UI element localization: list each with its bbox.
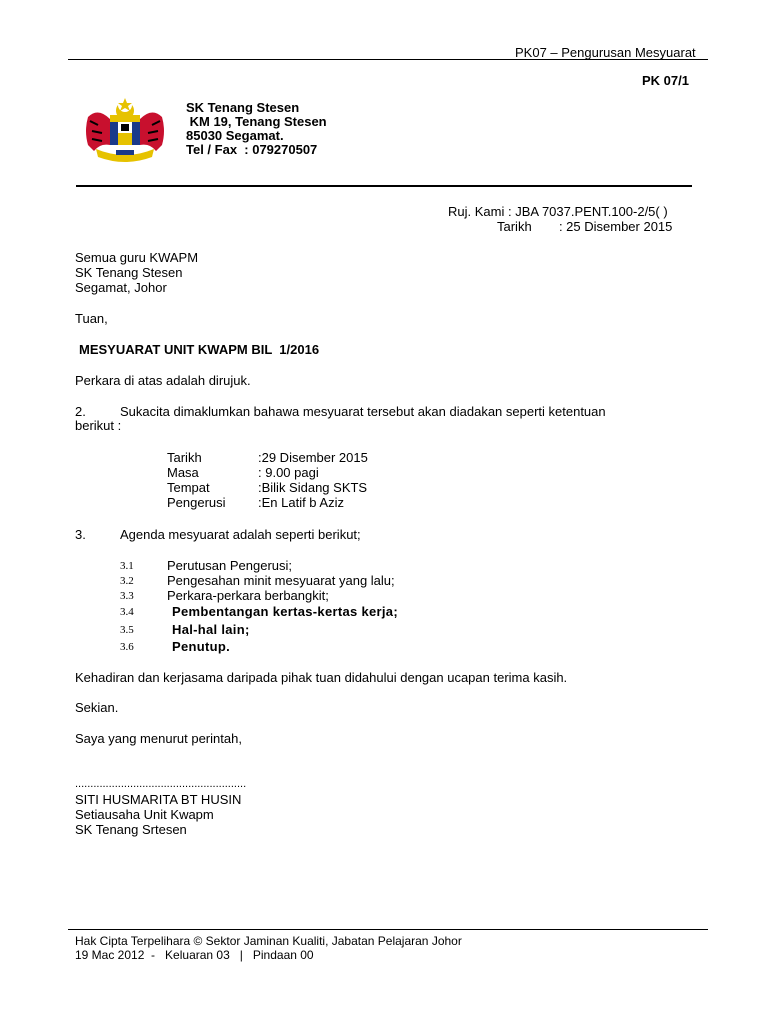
- signatory-name: SITI HUSMARITA BT HUSIN: [75, 792, 242, 807]
- agenda-item: Pengesahan minit mesyuarat yang lalu;: [167, 573, 395, 588]
- agenda-item: Pembentangan kertas-kertas kerja;: [172, 604, 398, 619]
- agenda-number: 3.3: [120, 590, 134, 602]
- ruj-label: Ruj. Kami: [448, 204, 505, 219]
- sekian-text: Sekian.: [75, 700, 119, 715]
- paragraph-1: Perkara di atas adalah dirujuk.: [75, 373, 251, 388]
- school-address-line2: 85030 Segamat.: [186, 128, 284, 143]
- subject-heading: MESYUARAT UNIT KWAPM BIL 1/2016: [79, 342, 320, 357]
- detail-label-tempat: Tempat: [167, 480, 210, 495]
- agenda-number: 3.5: [120, 624, 134, 636]
- footer-copyright: Hak Cipta Terpelihara © Sektor Jaminan Kualiti, Jabatan Pelajaran Johor: [75, 934, 462, 948]
- school-address-line1: KM 19, Tenang Stesen: [186, 114, 327, 129]
- reference-tarikh: [497, 219, 672, 234]
- agenda-number: 3.6: [120, 641, 134, 653]
- detail-value-tarikh: :29 Disember 2015: [258, 450, 368, 465]
- doc-code: PK07 – Pengurusan Mesyuarat: [515, 45, 696, 60]
- paragraph-2-line2: berikut :: [75, 418, 122, 433]
- tarikh-value: : 25 Disember 2015: [558, 219, 673, 234]
- letterhead-rule: [76, 185, 692, 187]
- recipient-line3: Segamat, Johor: [75, 280, 167, 295]
- signature-line: ........................................................: [75, 778, 247, 790]
- signatory-organization: SK Tenang Srtesen: [75, 822, 187, 837]
- paragraph-2-line1: Sukacita dimaklumkan bahawa mesyuarat tersebut akan diadakan seperti ketentuan: [120, 404, 606, 419]
- agenda-number: 3.1: [120, 560, 134, 572]
- detail-label-tarikh: Tarikh: [167, 450, 202, 465]
- header-rule: [68, 59, 708, 60]
- paragraph-2-number: 2.: [75, 404, 86, 419]
- school-name: SK Tenang Stesen: [186, 100, 300, 115]
- agenda-item: Perkara-perkara berbangkit;: [167, 588, 329, 603]
- footer-issue: 19 Mac 2012 - Keluaran 03 | Pindaan 00: [75, 948, 314, 962]
- agenda-number: 3.4: [120, 606, 134, 618]
- footer-rule: [68, 929, 708, 930]
- signatory-title: Setiausaha Unit Kwapm: [75, 807, 214, 822]
- saya-text: Saya yang menurut perintah,: [75, 731, 242, 746]
- tarikh-label: Tarikh: [497, 219, 532, 234]
- recipient-line2: SK Tenang Stesen: [75, 265, 183, 280]
- closing-paragraph: Kehadiran dan kerjasama daripada pihak tuan didahului dengan ucapan terima kasih.: [75, 670, 568, 685]
- ruj-value: : JBA 7037.PENT.100-2/5( ): [507, 204, 668, 219]
- agenda-item: Penutup.: [172, 639, 231, 654]
- paragraph-3-number: 3.: [75, 527, 86, 542]
- school-tel-fax: Tel / Fax : 079270507: [186, 142, 318, 157]
- detail-label-pengerusi: Pengerusi: [167, 495, 226, 510]
- paragraph-3-text: Agenda mesyuarat adalah seperti berikut;: [120, 527, 361, 542]
- salutation: Tuan,: [75, 311, 108, 326]
- agenda-item: Perutusan Pengerusi;: [167, 558, 293, 573]
- detail-value-tempat: :Bilik Sidang SKTS: [258, 480, 368, 495]
- form-number: PK 07/1: [642, 73, 689, 88]
- detail-label-masa: Masa: [167, 465, 199, 480]
- recipient-line1: Semua guru KWAPM: [75, 250, 199, 265]
- agenda-number: 3.2: [120, 575, 134, 587]
- detail-value-pengerusi: :En Latif b Aziz: [258, 495, 344, 510]
- reference-ruj: [448, 204, 668, 219]
- coat-of-arms-icon: [80, 95, 170, 163]
- agenda-item: Hal-hal lain;: [172, 622, 250, 637]
- detail-value-masa: : 9.00 pagi: [258, 465, 319, 480]
